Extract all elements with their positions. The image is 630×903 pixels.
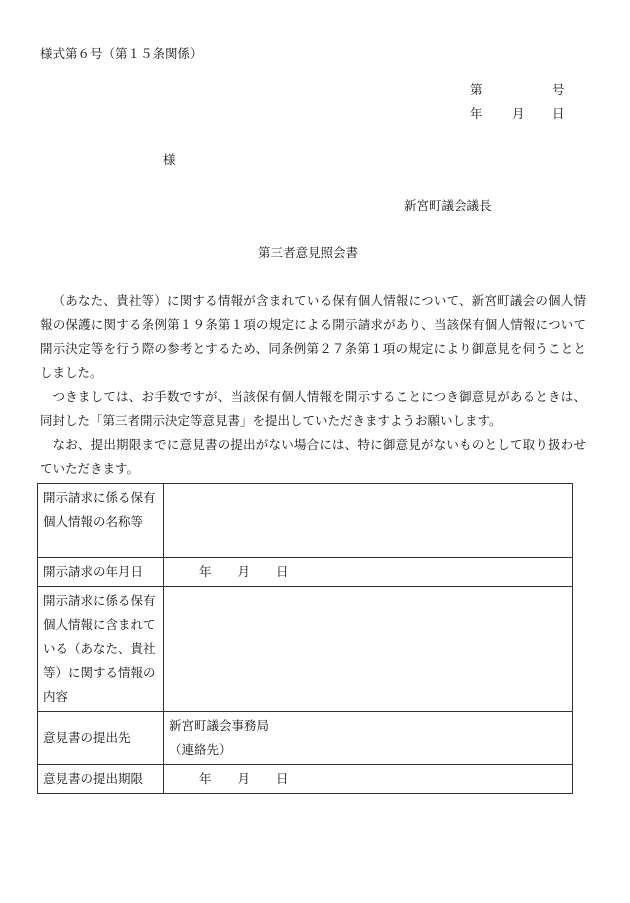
row-value-info-name: [164, 484, 573, 558]
request-date-year: 年: [199, 564, 212, 579]
table-row: [38, 712, 573, 765]
row-value-submission-office: [164, 712, 573, 765]
document-number-suffix: 号: [552, 82, 565, 97]
date-month-label: 月: [512, 106, 525, 121]
submission-office-contact: （連絡先）: [169, 742, 232, 757]
row-label-info-content: 開示請求に係る保有個人情報に含まれている（あなた、貴社等）に関する情報の内容: [38, 587, 164, 712]
row-label-submission-deadline: 意見書の提出期限: [38, 765, 164, 794]
deadline-year: 年: [199, 771, 212, 786]
body-paragraph-2: つきましては、お手数ですが、当該保有個人情報を開示することにつき御意見があるときは、同封した「第三者開示決定等意見書」を提出していただきますようお願いします。: [40, 389, 586, 428]
request-date-day: 日: [276, 564, 289, 579]
request-date-month: 月: [237, 564, 251, 579]
table-row: [38, 765, 573, 794]
body-paragraph-1: （あなた、貴社等）に関する情報が含まれている保有個人情報について、新宮町議会の個人情報の保護に関する条例第１９条第１項の規定による開示請求があり、当該保有個人情報について開示決定等を行う際の参考とするため、同条例第２７条第１項の規定により御意見を伺うこととしました。: [40, 293, 586, 380]
document-number-prefix: 第: [470, 82, 483, 97]
sender: 新宮町議会議長: [404, 198, 492, 213]
row-value-submission-deadline: [164, 765, 573, 794]
deadline-day: 日: [276, 771, 289, 786]
table-row: [38, 484, 573, 558]
row-label-submission-office: 意見書の提出先: [38, 712, 164, 765]
document-title: 第三者意見照会書: [258, 245, 359, 260]
row-value-request-date: [164, 558, 573, 587]
addressee: 様: [163, 152, 176, 167]
table-row: [38, 587, 573, 712]
date-year-label: 年: [470, 106, 483, 121]
deadline-month: 月: [237, 771, 251, 786]
body-paragraph-3: なお、提出期限までに意見書の提出がない場合には、特に御意見がないものとして取り扱わせていただきます。: [40, 437, 586, 476]
row-value-info-content: [164, 587, 573, 712]
row-label-info-name: 開示請求に係る保有個人情報の名称等: [38, 484, 164, 558]
row-label-request-date: 開示請求の年月日: [38, 558, 164, 587]
body-text: [40, 289, 586, 481]
date-day-label: 日: [552, 106, 565, 121]
info-table: [37, 483, 573, 794]
table-row: [38, 558, 573, 587]
submission-office-name: 新宮町議会事務局: [169, 718, 270, 733]
form-number: 様式第６号（第１５条関係）: [40, 46, 203, 61]
